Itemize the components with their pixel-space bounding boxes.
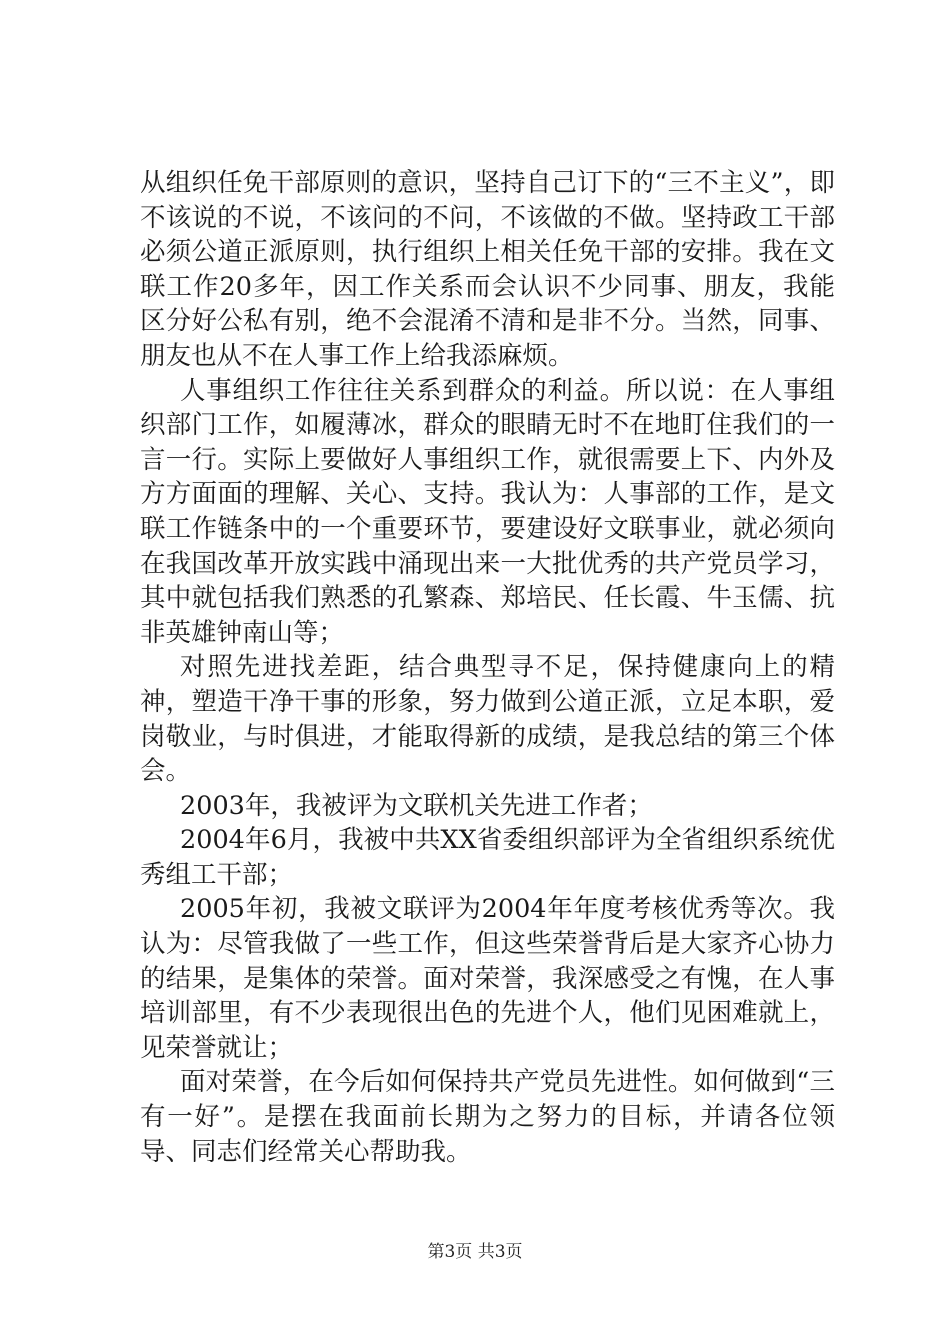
paragraph-4: 2003年，我被评为文联机关先进工作者； xyxy=(180,790,653,821)
paragraph-2: 人事组织工作往往关系到群众的利益。所以说：在人事组织部门工作，如履薄冰，群众的眼睛无时不在地盯住我们的一言一行。实际上要做好人事组织工作，就很需要上下、内外及方方面面的理解、关心、支持。我认为：人事部的工作，是文联工作链条中的一个重要环节，要建设好文联事业，就必须向在我国改革开放实践中涌现出来一大批优秀的共产党员学习，其中就包括我们熟悉的孔繁森、郑培民、任长霞、牛玉儒、抗非英雄钟南山等； xyxy=(140,375,835,648)
paragraph-1: 从组织任免干部原则的意识，坚持自己订下的“三不主义”，即不该说的不说，不该问的不问，不该做的不做。坚持政工干部必须公道正派原则，执行组织上相关任免干部的安排。我在文联工作20多年，因工作关系而会认识不少同事、朋友，我能区分好公私有别，绝不会混淆不清和是非不分。当然，同事、朋友也从不在人事工作上给我添麻烦。 xyxy=(140,168,835,371)
document-body xyxy=(140,166,835,1169)
paragraph-5: 2004年6月，我被中共XX省委组织部评为全省组织系统优秀组工干部； xyxy=(140,825,835,890)
page-number-footer: 第3页 共3页 xyxy=(427,1242,523,1262)
paragraph-3: 对照先进找差距，结合典型寻不足，保持健康向上的精神，塑造干净干事的形象，努力做到公道正派，立足本职，爱岗敬业，与时俱进，才能取得新的成绩，是我总结的第三个体会。 xyxy=(140,652,835,787)
paragraph-7: 面对荣誉，在今后如何保持共产党员先进性。如何做到“三有一好”。是摆在我面前长期为之努力的目标，并请各位领导、同志们经常关心帮助我。 xyxy=(140,1067,835,1167)
paragraph-6: 2005年初，我被文联评为2004年年度考核优秀等次。我认为：尽管我做了一些工作，但这些荣誉背后是大家齐心协力的结果，是集体的荣誉。面对荣誉，我深感受之有愧，在人事培训部里，有不少表现很出色的先进个人，他们见困难就上，见荣誉就让； xyxy=(140,894,835,1063)
